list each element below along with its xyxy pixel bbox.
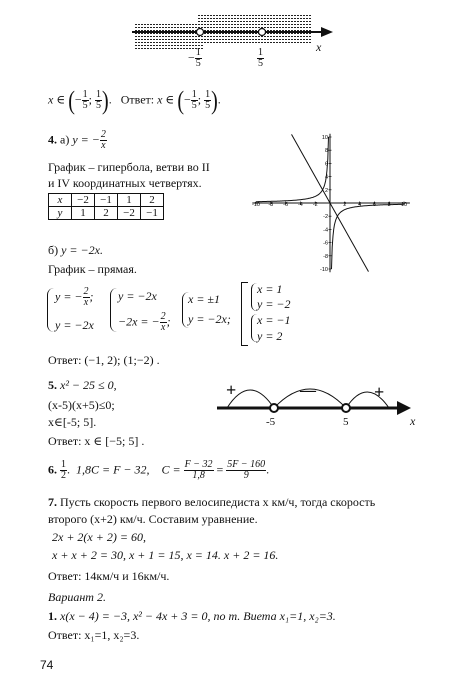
hatch-right [197, 14, 311, 44]
variant2-title: Вариант 2. [48, 590, 106, 604]
task4-desc-line1: График – гипербола, ветви во II [48, 160, 210, 174]
graph-x-tick-label: 8 [387, 202, 391, 208]
graph-x-tick-label: -2 [312, 202, 318, 208]
top-solution-line: x ∈ (− $\frac{1}{5}$ ; $\frac{1}{5}$ ). Ответ: x ∈ (− $\frac{1}{5}$ ; $\frac{1}{5}$ ). [48, 86, 221, 115]
task4-desc-line2: и IV координатных четвертях. [48, 176, 202, 190]
graph-y-tick-label: -4 [323, 227, 328, 234]
system1-row2: y = −2x [55, 318, 94, 332]
graph-y-tick-label: -8 [323, 253, 328, 260]
page-number: 74 [40, 658, 54, 672]
top-interval-diagram [0, 0, 456, 90]
table-cell: −2 [118, 207, 141, 220]
table-cell: −1 [95, 194, 118, 207]
closed-point-left [270, 404, 278, 412]
task5-answer: Ответ: x ∈ [−5; 5] . [48, 434, 145, 448]
system2-row1: y = −2x [118, 289, 157, 303]
top-axis-label: x [316, 40, 322, 54]
top-tick-left: − $\frac{1}{5}$ [188, 47, 201, 69]
hyperbola-branch-left [256, 137, 329, 202]
system4-row3: x = −1 [257, 313, 291, 327]
graph-x-tick-label: 10 [400, 202, 408, 208]
graph-x-tick-label: -6 [283, 202, 289, 208]
table-cell: 2 [141, 194, 164, 207]
system1-brace [47, 288, 54, 332]
sign-minus: — [300, 382, 316, 399]
values-table [48, 193, 164, 220]
open-point-left [197, 29, 204, 36]
sign-axis-arrow [397, 401, 411, 415]
variant2-answer: Ответ: x₁=1, x₂=3. [48, 628, 140, 642]
variant2-task1: 1. x(x − 4) = −3, x² − 4x + 3 = 0, по т. Виета x₁=1, x₂=3. [48, 609, 336, 623]
task7-line1: 7. Пусть скорость первого велосипедиста x км/ч, тогда скорость [48, 495, 376, 509]
graph-x-tick-label: 2 [343, 202, 347, 208]
system3-row1: x = ±1 [188, 292, 221, 306]
table-cell: 1 [72, 207, 95, 220]
task4-part-b: б) y = −2x. [48, 243, 103, 257]
table-cell: −1 [141, 207, 164, 220]
task7-answer: Ответ: 14км/ч и 16км/ч. [48, 569, 170, 583]
system1-row1: y = − $\frac{2}{x}$ ; [55, 286, 94, 308]
table-row [49, 194, 164, 207]
sign-right-point-label: 5 [343, 416, 349, 428]
sign-left-point-label: -5 [266, 416, 276, 428]
graph-x-tick-label: -10 [252, 202, 260, 208]
open-point-right [259, 29, 266, 36]
closed-point-right [342, 404, 350, 412]
graph-x-tick-label: -8 [268, 202, 274, 208]
hatch-left [135, 24, 203, 50]
system2-brace [110, 288, 117, 332]
system4-row1: x = 1 [257, 282, 283, 296]
sign-plus-right: + [374, 382, 385, 402]
table-cell: −2 [72, 194, 95, 207]
task6-line: 6. $\frac{1}{2}$ . 1,8C = F − 32, C = $\frac{F - 32}{1,8}$ = $\frac{5F - 160}{9}$ . [48, 459, 270, 481]
table-cell: 1 [118, 194, 141, 207]
task7-eq2: x + x + 2 = 30, x + 1 = 15, x = 14. x + 2 = 16. [52, 548, 279, 562]
graph-x-tick-label: 4 [358, 202, 362, 208]
system4-row4: y = 2 [257, 329, 283, 343]
task5-line1: 5. x² − 25 ≤ 0, [48, 378, 117, 392]
task4-heading: 4. а) y = − $\frac{2}{x}$ [48, 129, 106, 151]
table-cell: 2 [95, 207, 118, 220]
system4-bracket [241, 282, 248, 346]
system2-row2: −2x = − $\frac{2}{x}$ ; [118, 311, 171, 333]
task4-answer: Ответ: (−1, 2); (1;−2) . [48, 353, 160, 367]
sign-plus-left: + [226, 380, 237, 400]
graph-y-tick-label: -10 [320, 267, 328, 273]
task4-desc-b: График – прямая. [48, 262, 137, 276]
system4-row2: y = −2 [257, 297, 291, 311]
table-row [49, 207, 164, 220]
graph-y-tick-label: 8 [324, 148, 328, 155]
table-cell: y [49, 207, 72, 220]
graph-y-tick-label: -6 [323, 240, 328, 247]
graph-x-tick-label: -4 [297, 202, 303, 208]
system3-row2: y = −2x; [188, 312, 231, 326]
top-tick-right: $\frac{1}{5}$ [258, 47, 263, 69]
graph-y-tick-label: -2 [323, 214, 328, 221]
table-cell: x [49, 194, 72, 207]
axis-arrow [321, 27, 333, 37]
graph-x-tick-label: 6 [372, 202, 376, 208]
sign-axis-label: x [410, 414, 416, 428]
graph-y-tick-label: 6 [324, 161, 328, 168]
task7-line2: второго (x+2) км/ч. Составим уравнение. [48, 512, 258, 526]
graph-y-tick-label: 2 [324, 187, 328, 194]
task5-line2: (x-5)(x+5)≤0; [48, 398, 115, 412]
task5-line3: x∈[-5; 5]. [48, 415, 97, 429]
function-graph [248, 128, 413, 278]
graph-y-tick-label: 10 [321, 135, 328, 141]
graph-y-tick-label: 4 [324, 174, 328, 181]
task7-eq1: 2x + 2(x + 2) = 60, [52, 530, 146, 544]
